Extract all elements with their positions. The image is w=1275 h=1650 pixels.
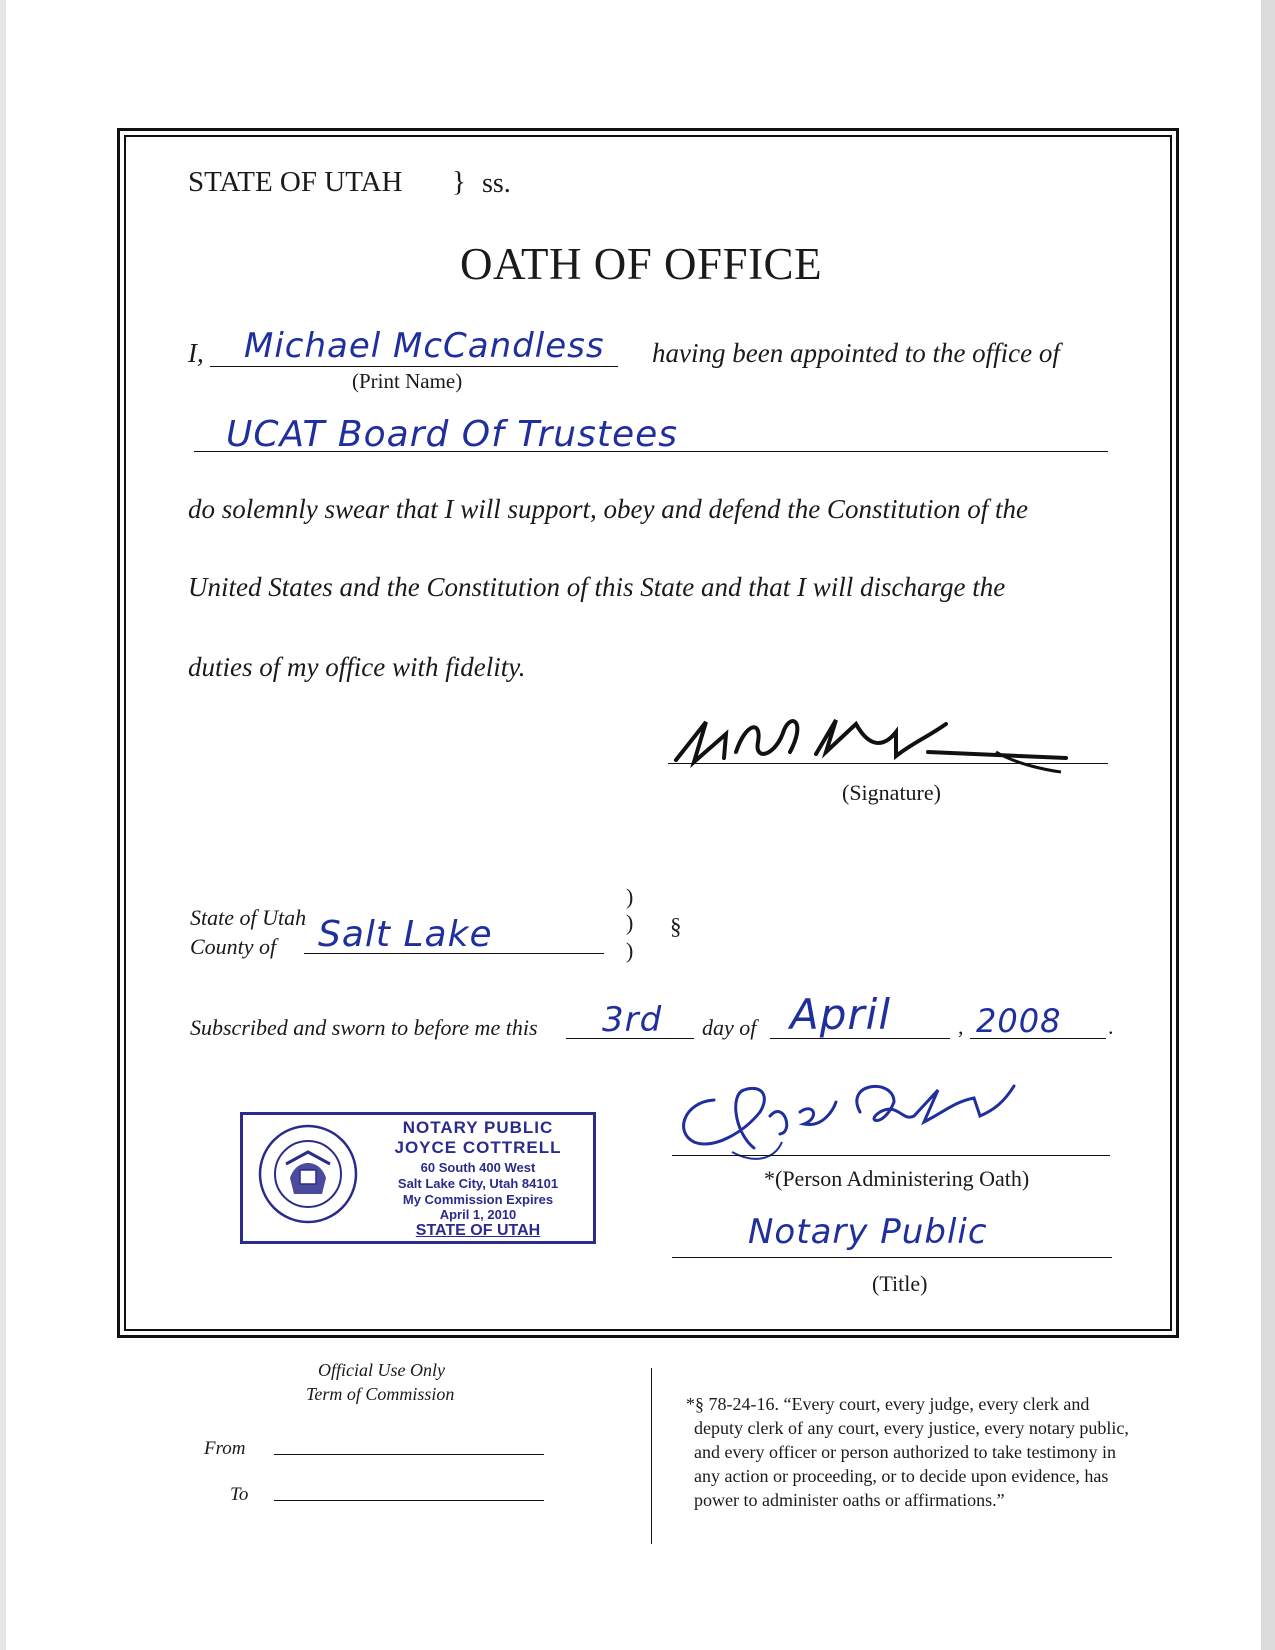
page-title: OATH OF OFFICE	[460, 239, 823, 289]
stamp-line-expires: My Commission Expires	[402, 1192, 554, 1207]
statute-line-3: and every officer or person authorized to take testimony in	[694, 1442, 1117, 1462]
office-line	[194, 451, 1108, 452]
officer-signature	[666, 712, 1076, 782]
day-handwriting: 3rd	[602, 1000, 663, 1040]
administering-caption: *(Person Administering Oath)	[764, 1166, 1030, 1191]
stamp-line-notary-public: NOTARY PUBLIC	[402, 1118, 554, 1137]
from-label: From	[204, 1438, 246, 1459]
signature-line	[668, 763, 1108, 764]
stamp-line-expiry-date: April 1, 2010	[439, 1207, 517, 1222]
year-period: .	[1108, 1014, 1114, 1039]
venue-paren-3: )	[626, 938, 634, 963]
print-name-caption: (Print Name)	[352, 369, 463, 393]
to-line	[274, 1500, 544, 1501]
term-of-commission-label: Term of Commission	[306, 1384, 455, 1404]
title-line	[672, 1257, 1112, 1258]
section-symbol: §	[670, 914, 682, 939]
statute-line-5: power to administer oaths or affirmations.”	[694, 1490, 1005, 1510]
venue-paren-1: )	[626, 884, 634, 909]
stamp-line-city: Salt Lake City, Utah 84101	[397, 1176, 559, 1191]
title-caption: (Title)	[872, 1271, 928, 1296]
year-line	[970, 1038, 1106, 1039]
stamp-line-address: 60 South 400 West	[420, 1160, 536, 1175]
from-line	[274, 1454, 544, 1455]
office-handwriting: UCAT Board Of Trustees	[226, 414, 678, 455]
year-comma: ,	[958, 1014, 964, 1039]
statute-line-4: any action or proceeding, or to decide upon evidence, has	[694, 1466, 1109, 1486]
oath-text-line-3: duties of my office with fidelity.	[188, 652, 526, 682]
venue-state-label: State of Utah	[190, 905, 307, 930]
footer-divider	[651, 1368, 652, 1544]
oath-text-line-2: United States and the Constitution of this State and that I will discharge the	[188, 572, 1006, 602]
stamp-line-notary-name: JOYCE COTTRELL	[394, 1138, 562, 1157]
venue-paren-2: )	[626, 910, 634, 935]
signature-caption: (Signature)	[842, 780, 941, 805]
state-seal-icon	[256, 1118, 360, 1230]
ss-label: ss.	[482, 168, 511, 199]
printed-name-handwriting: Michael McCandless	[244, 326, 605, 366]
month-line	[770, 1038, 950, 1039]
day-line	[566, 1038, 694, 1039]
day-of-text: day of	[702, 1015, 757, 1040]
state-of-utah-heading: STATE OF UTAH	[188, 166, 403, 198]
stamp-line-state: STATE OF UTAH	[415, 1222, 541, 1239]
venue-brace: }	[452, 166, 466, 198]
oath-text-line-1: do solemnly swear that I will support, obey and defend the Constitution of the	[188, 494, 1028, 524]
to-label: To	[230, 1484, 249, 1505]
notary-signature	[674, 1072, 1054, 1168]
title-handwriting: Notary Public	[748, 1212, 988, 1252]
statute-line-2: deputy clerk of any court, every justice, every notary public,	[694, 1418, 1129, 1438]
i-prefix: I,	[188, 338, 204, 368]
administering-line	[672, 1155, 1110, 1156]
venue-county-label: County of	[190, 934, 277, 959]
subscribed-text: Subscribed and sworn to before me this	[190, 1015, 538, 1040]
statute-line-1: *§ 78-24-16. “Every court, every judge, every clerk and	[686, 1394, 1090, 1414]
county-line	[304, 953, 604, 954]
county-handwriting: Salt Lake	[318, 914, 493, 955]
year-handwriting: 2008	[976, 1002, 1062, 1040]
appointed-text: having been appointed to the office of	[652, 338, 1060, 368]
month-handwriting: April	[790, 990, 891, 1039]
official-use-label: Official Use Only	[318, 1360, 445, 1380]
print-name-line	[210, 366, 618, 367]
